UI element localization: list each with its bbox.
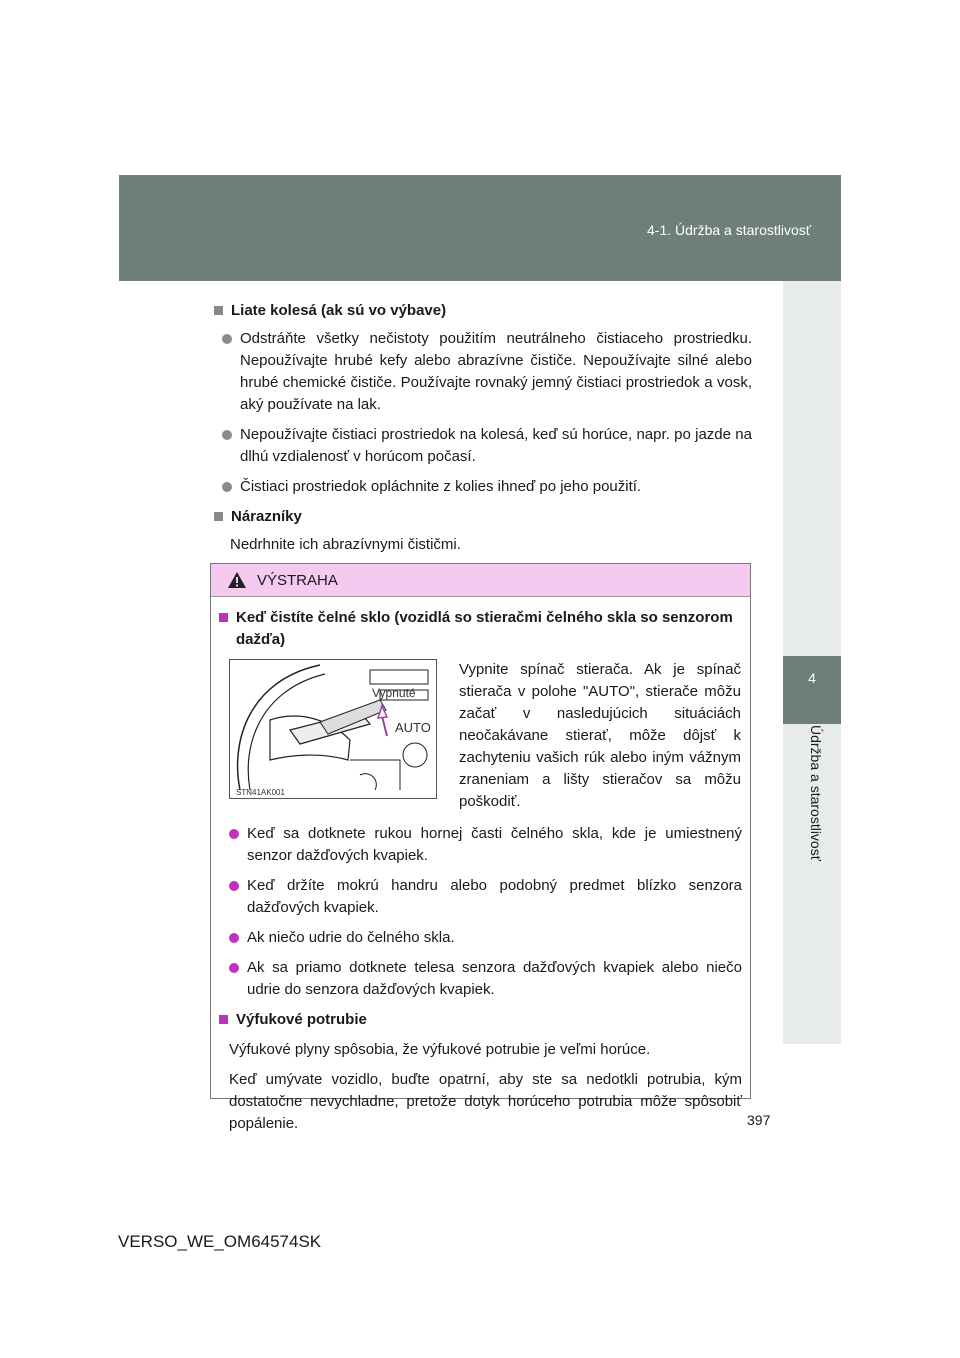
page-number: 397	[747, 1112, 771, 1128]
side-tab-label: Údržba a starostlivosť	[808, 725, 824, 861]
warning-header	[211, 564, 750, 597]
square-bullet-icon	[214, 306, 223, 315]
list-item-text: Nepoužívajte čistiaci prostriedok na kolesá, keď sú horúce, napr. po jazde na dlhú vzdialenosť v horúcom počasí.	[240, 426, 752, 465]
paragraph: Keď umývate vozidlo, buďte opatrní, aby ste sa nedotkli potrubia, kým dostatočne nevychladne, pretože dotyk horúceho potrubia môže spôsobiť popálenie.	[229, 1071, 742, 1132]
chapter-header	[119, 175, 841, 281]
main-content	[212, 300, 752, 562]
list-item	[229, 875, 742, 919]
figure-row	[229, 659, 742, 813]
section-heading	[212, 506, 752, 528]
figure-code: STN41AK001	[236, 788, 285, 797]
square-bullet-icon	[219, 613, 228, 622]
round-bullet-icon	[229, 963, 239, 973]
section-title: Liate kolesá (ak sú vo výbave)	[231, 302, 447, 319]
paragraph: Výfukové plyny spôsobia, že výfukové potrubie je veľmi horúce.	[229, 1041, 651, 1058]
list-item-text: Odstráňte všetky nečistoty použitím neutrálneho čistiaceho prostriedku. Nepoužívajte hrubé kefy alebo abrazívne čističe. Nepoužívajte silné alebo hrubé chemické čističe. Používajte rovnaký jemný čistiaci prostriedok a vosk, aký používate na lak.	[240, 330, 752, 413]
square-bullet-icon	[219, 1015, 228, 1024]
round-bullet-icon	[222, 482, 232, 492]
warning-title: VÝSTRAHA	[257, 571, 338, 589]
warning-section-title: Výfukové potrubie	[236, 1011, 367, 1028]
figure-description: Vypnite spínač stierača. Ak je spínač stierača v polohe "AUTO", stierače môžu začať v nasledujúcich situáciách neočakávane stierať, môže dôjsť k zachyteniu vašich rúk alebo iným vážnym zraneniam a lišty stieračov sa môžu poškodiť.	[459, 661, 741, 810]
list-item	[222, 424, 752, 468]
list-item	[229, 823, 742, 867]
warning-body	[211, 597, 750, 1135]
round-bullet-icon	[229, 881, 239, 891]
figure-label-off: Vypnuté	[372, 686, 416, 700]
warning-triangle-icon	[227, 571, 247, 589]
round-bullet-icon	[229, 933, 239, 943]
document-code: VERSO_WE_OM64574SK	[118, 1232, 322, 1251]
section-title: Nárazníky	[231, 508, 302, 525]
list-item	[229, 957, 742, 1001]
figure-label-auto: AUTO	[395, 720, 431, 735]
warning-section-title: Keď čistíte čelné sklo (vozidlá so stieračmi čelného skla so senzorom dažďa)	[236, 609, 733, 648]
side-tab-strip-top	[783, 281, 841, 656]
round-bullet-icon	[222, 334, 232, 344]
list-item-text: Čistiaci prostriedok opláchnite z kolies ihneď po jeho použití.	[240, 478, 642, 495]
list-item-text: Keď sa dotknete rukou hornej časti čelného skla, kde je umiestnený senzor dažďových kvapiek.	[247, 825, 742, 864]
round-bullet-icon	[229, 829, 239, 839]
header-section-title: 4-1. Údržba a starostlivosť	[647, 222, 811, 238]
warning-section-heading	[219, 1009, 742, 1031]
list-item	[222, 476, 752, 498]
square-bullet-icon	[214, 512, 223, 521]
paragraph: Nedrhnite ich abrazívnymi čističmi.	[230, 536, 461, 553]
section-heading	[212, 300, 752, 322]
warning-section-heading	[219, 607, 742, 651]
wiper-switch-figure	[229, 659, 437, 799]
list-item	[229, 927, 742, 949]
list-item-text: Ak niečo udrie do čelného skla.	[247, 929, 455, 946]
list-item-text: Keď držíte mokrú handru alebo podobný predmet blízko senzora dažďových kvapiek.	[247, 877, 742, 916]
warning-box	[210, 563, 751, 1132]
list-item-text: Ak sa priamo dotknete telesa senzora dažďových kvapiek alebo niečo udrie do senzora dažďových kvapiek.	[247, 959, 742, 998]
list-item	[222, 328, 752, 416]
side-tab-chapter	[783, 656, 841, 724]
side-tab-label-wrap	[801, 725, 825, 962]
chapter-number: 4	[808, 670, 816, 686]
round-bullet-icon	[222, 430, 232, 440]
